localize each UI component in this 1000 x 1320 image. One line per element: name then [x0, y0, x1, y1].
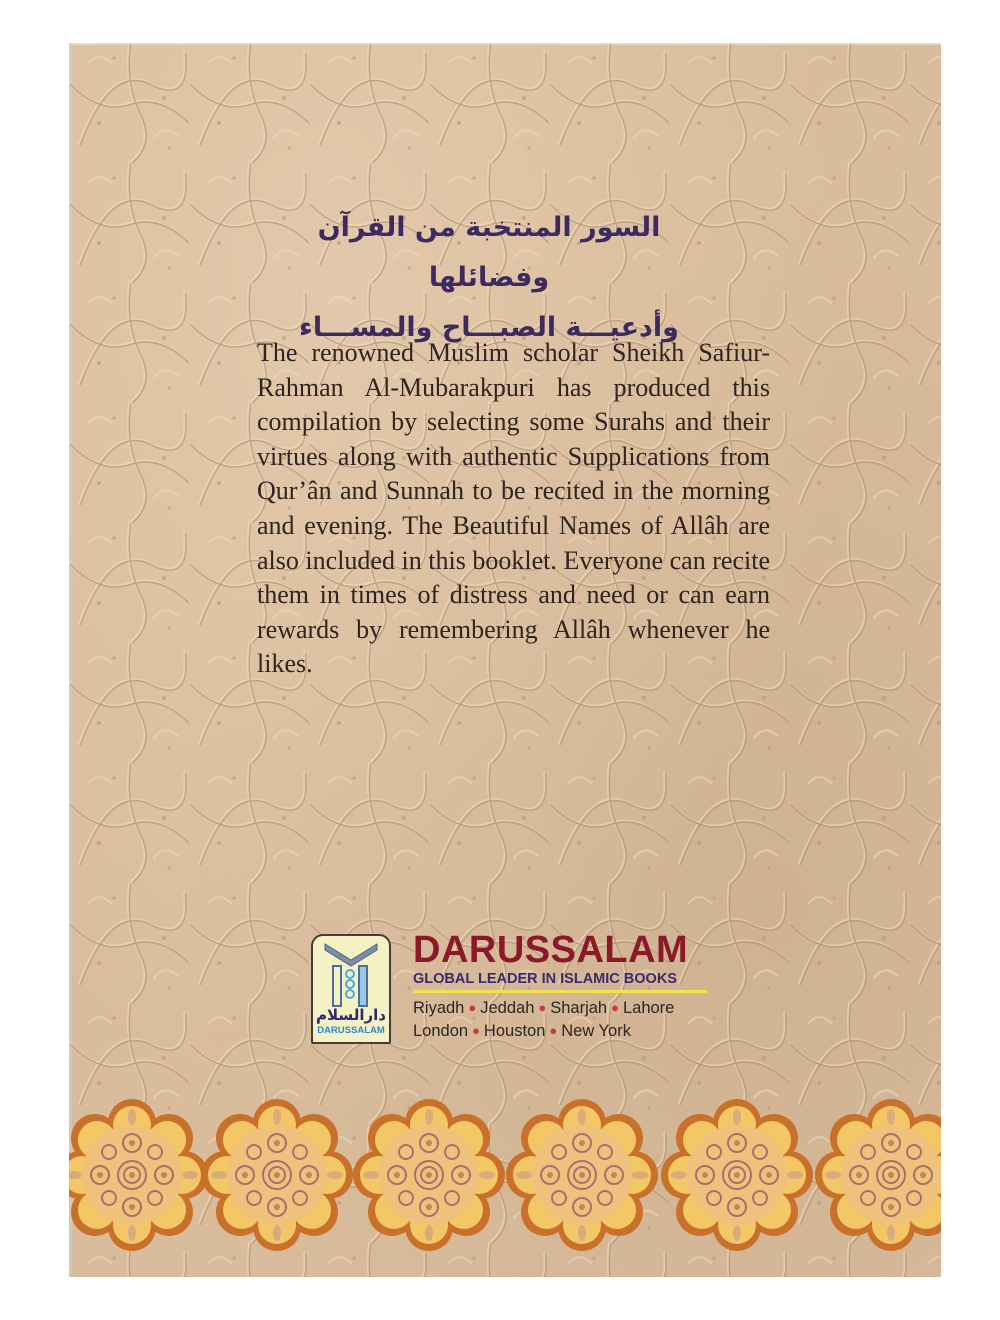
cities-line-1 — [413, 997, 713, 1020]
book-description: The renowned Muslim scholar Sheikh Safiur-Rahman Al-Mubarakpuri has produced this compilation by selecting some Surahs and their virtues along with authentic Supplications from Qur’ân and Sunnah to be recited in the morning and evening. The Beautiful Names of Allâh are also included in this booklet. Everyone can recite them in times of distress and need or can earn rewards by remembering Allâh whenever he likes. — [257, 338, 770, 679]
city: Riyadh — [413, 999, 465, 1017]
bullet-dot-icon: ● — [468, 1000, 477, 1015]
city: Houston — [483, 1022, 546, 1040]
logo-caption: DARUSSALAM — [317, 1025, 385, 1036]
city: Lahore — [622, 999, 675, 1017]
floral-rosette-icon — [201, 1099, 353, 1251]
bullet-dot-icon: ● — [549, 1023, 558, 1038]
publisher-tagline: GLOBAL LEADER IN ISLAMIC BOOKS — [413, 971, 677, 987]
city: Sharjah — [550, 999, 608, 1017]
city: London — [413, 1022, 469, 1040]
svg-text:دارالسلام: دارالسلام — [316, 1006, 386, 1024]
floral-rosette-icon — [661, 1099, 813, 1251]
publisher-cities — [413, 997, 713, 1043]
arabic-title-line-2: وأدعيـــة الصبـــاح والمســـاء — [299, 312, 679, 343]
floral-rosette-icon — [69, 1099, 208, 1251]
cities-line-2 — [413, 1020, 713, 1043]
bullet-dot-icon: ● — [472, 1023, 480, 1038]
book-back-cover — [69, 43, 941, 1277]
tagline-underline — [413, 990, 707, 993]
bullet-dot-icon: ● — [538, 1000, 547, 1015]
city: Jeddah — [480, 999, 535, 1017]
publisher-brand — [413, 930, 713, 1043]
publisher-logo — [311, 934, 391, 1044]
floral-rosette-band — [69, 1093, 941, 1277]
arabic-title — [259, 203, 719, 353]
city: New York — [561, 1022, 631, 1040]
bullet-dot-icon: ● — [611, 1000, 619, 1015]
floral-rosette-icon — [506, 1099, 658, 1251]
floral-rosette-icon — [353, 1099, 505, 1251]
floral-rosette-icon — [815, 1099, 941, 1251]
publisher-name: DARUSSALAM — [413, 929, 689, 971]
arabic-title-line-1: السور المنتخبة من القرآن وفضائلها — [317, 212, 661, 293]
